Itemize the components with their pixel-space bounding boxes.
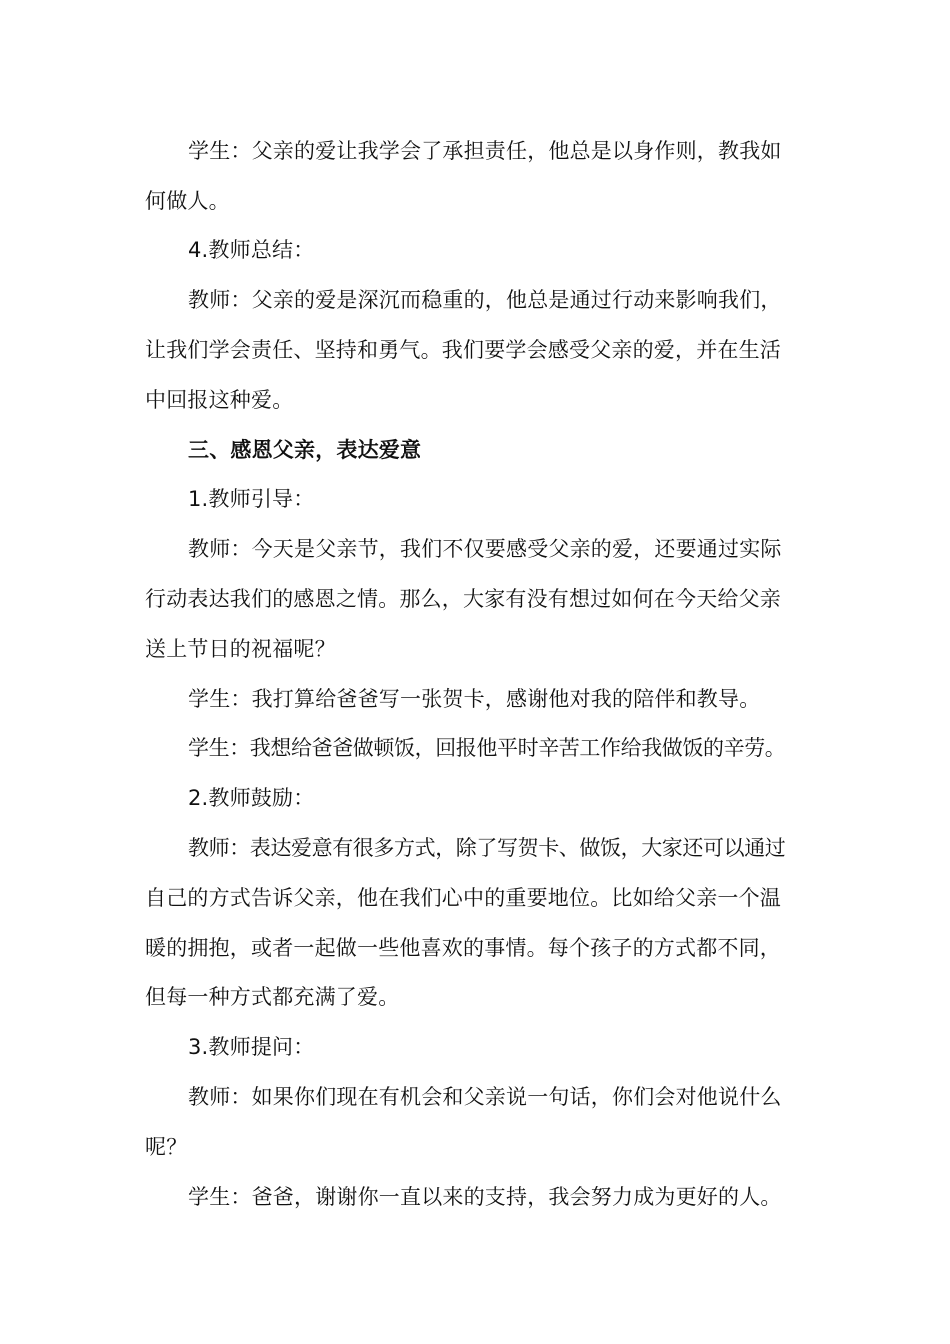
paragraph-line: 教师：如果你们现在有机会和父亲说一句话，你们会对他说什么 xyxy=(188,1085,782,1109)
paragraph-line: 教师：父亲的爱是深沉而稳重的，他总是通过行动来影响我们， xyxy=(188,288,782,312)
paragraph-line: 但每一种方式都充满了爱。 xyxy=(145,985,400,1009)
paragraph-line: 自己的方式告诉父亲，他在我们心中的重要地位。比如给父亲一个温 xyxy=(145,886,781,910)
paragraph-line: 让我们学会责任、坚持和勇气。我们要学会感受父亲的爱，并在生活 xyxy=(145,338,781,362)
paragraph-line: 教师：表达爱意有很多方式，除了写贺卡、做饭，大家还可以通过 xyxy=(188,836,786,860)
paragraph-line: 学生：我想给爸爸做顿饭，回报他平时辛苦工作给我做饭的辛劳。 xyxy=(188,736,786,760)
paragraph-line: 中回报这种爱。 xyxy=(145,388,294,412)
paragraph-line: 教师：今天是父亲节，我们不仅要感受父亲的爱，还要通过实际 xyxy=(188,537,782,561)
paragraph-line: 何做人。 xyxy=(145,189,230,213)
section-heading: 三、感恩父亲，表达爱意 xyxy=(188,438,422,462)
section-subheading: 4.教师总结： xyxy=(188,238,315,262)
paragraph-line: 送上节日的祝福呢？ xyxy=(145,637,336,661)
paragraph-line: 暖的拥抱，或者一起做一些他喜欢的事情。每个孩子的方式都不同， xyxy=(145,936,781,960)
section-subheading: 1.教师引导： xyxy=(188,487,315,511)
paragraph-line: 呢？ xyxy=(145,1135,188,1159)
section-subheading: 3.教师提问： xyxy=(188,1035,315,1059)
paragraph-line: 学生：我打算给爸爸写一张贺卡，感谢他对我的陪伴和教导。 xyxy=(188,687,761,711)
paragraph-line: 学生：父亲的爱让我学会了承担责任，他总是以身作则，教我如 xyxy=(188,139,782,163)
section-subheading: 2.教师鼓励： xyxy=(188,786,315,810)
paragraph-line: 行动表达我们的感恩之情。那么，大家有没有想过如何在今天给父亲 xyxy=(145,587,781,611)
paragraph-line: 学生：爸爸，谢谢你一直以来的支持，我会努力成为更好的人。 xyxy=(188,1185,782,1209)
